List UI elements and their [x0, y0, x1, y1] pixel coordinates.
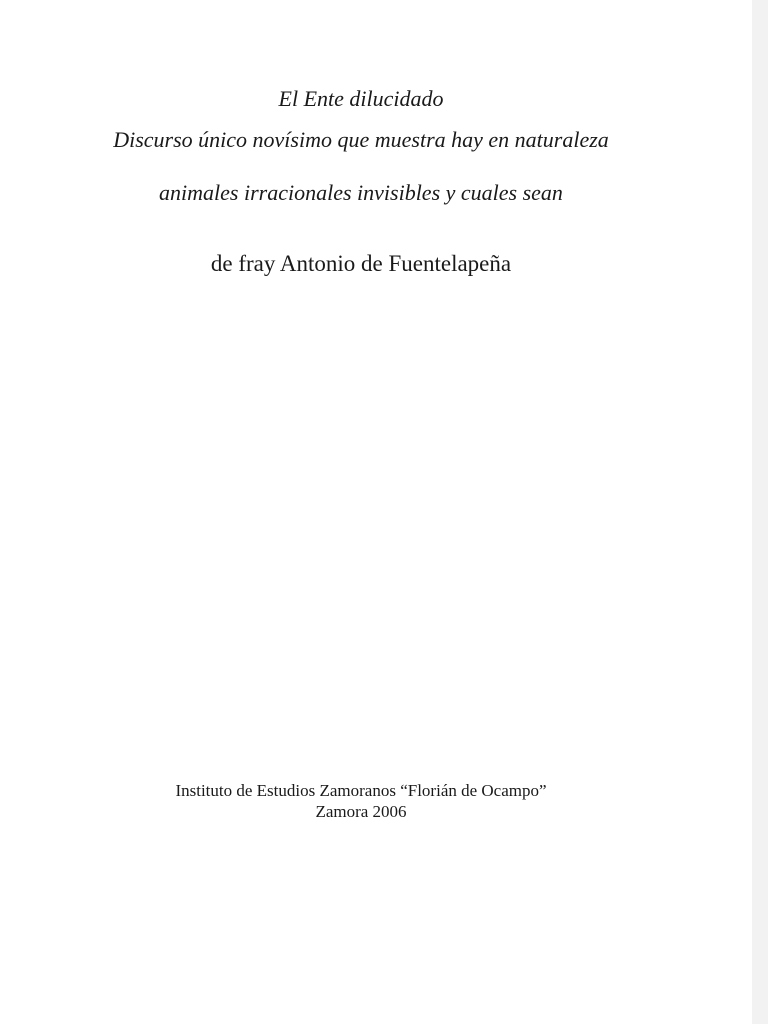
document-author: de fray Antonio de Fuentelapeña	[210, 251, 512, 276]
document-title: El Ente dilucidado	[278, 86, 444, 111]
viewer-gutter	[752, 0, 768, 1024]
document-publisher: Instituto de Estudios Zamoranos “Florián de Ocampo”	[175, 781, 547, 800]
document-subtitle-line-2: animales irracionales invisibles y cuales sean	[159, 180, 563, 205]
document-subtitle-line-1: Discurso único novísimo que muestra hay en naturaleza	[113, 127, 609, 152]
document-place-year: Zamora 2006	[315, 802, 407, 821]
